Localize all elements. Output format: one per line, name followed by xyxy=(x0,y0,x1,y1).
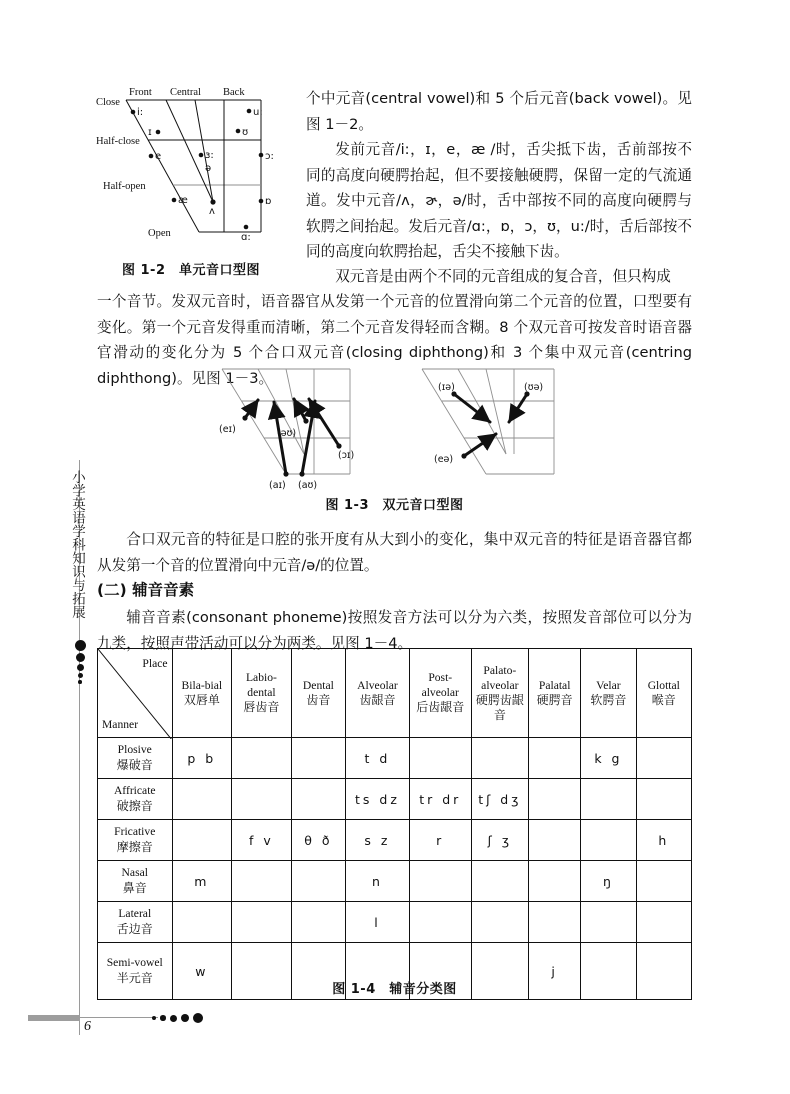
col-header-velar-cn: 软腭音 xyxy=(590,693,627,707)
row-header-semivowel-cn: 半元音 xyxy=(116,971,153,985)
row-header-fricative-en: Fricative xyxy=(114,825,156,838)
row-header-plosive-cn: 爆破音 xyxy=(116,758,153,772)
figure-closing-diphthongs xyxy=(214,366,354,491)
running-head-text: 小学英语学科知识与拓展 xyxy=(69,470,85,619)
cell-lateral-palatoalveolar xyxy=(471,902,528,943)
cell-plosive-postalveolar xyxy=(409,738,471,779)
cell-nasal-postalveolar xyxy=(409,861,471,902)
vowel-axis-label-front: Front xyxy=(129,87,152,98)
paragraph-front-mid-back-vowel-articulation: 发前元音/i:，ɪ，e，æ /时，舌尖抵下齿，舌前部按不同的高度向硬腭抬起，但不要接触硬腭，保留一定的气流通道。发中元音/ʌ，ɚ，ə/时，舌中部按不同的高度向硬腭与软腭之间抬起。发后元音/ɑ:，ɒ，ɔ，ʊ，u:/时，舌后部按不同的高度向软腭抬起，舌尖不接触下齿。 xyxy=(306,141,692,260)
vowel-symbol-open-o: ɔ: xyxy=(265,151,274,162)
cell-lateral-bilabial xyxy=(172,902,232,943)
col-header-bilabial-en: Bila-bial xyxy=(181,678,223,692)
col-header-alveolar-en: Alveolar xyxy=(357,678,398,692)
vowel-symbol-schwa: ə xyxy=(205,163,212,174)
vowel-axis-label-half-close: Half-close xyxy=(96,136,140,147)
cell-affricate-alveolar: ts dz xyxy=(346,779,410,820)
vowel-symbol-script-a: ɑ: xyxy=(241,232,251,243)
diphthong-label-oi: (ɔɪ) xyxy=(338,450,354,461)
diphthong-label-ei: (eɪ) xyxy=(219,424,236,435)
footer-dot-decoration xyxy=(152,1010,203,1026)
page-number: 6 xyxy=(84,1019,91,1034)
cell-affricate-postalveolar: tr dr xyxy=(409,779,471,820)
vowel-symbol-schwa-long: ɜ: xyxy=(205,150,214,161)
table-header-row xyxy=(98,649,692,738)
col-header-velar xyxy=(581,649,636,738)
closing-diphthongs-svg xyxy=(214,366,354,491)
col-header-bilabial-cn: 双唇单 xyxy=(183,693,220,707)
cell-affricate-bilabial xyxy=(172,779,232,820)
col-header-alveolar xyxy=(346,649,410,738)
row-header-nasal-en: Nasal xyxy=(121,866,148,879)
cell-plosive-palatal xyxy=(529,738,581,779)
row-header-fricative xyxy=(98,820,173,861)
col-header-palatal xyxy=(529,649,581,738)
cell-plosive-palatoalveolar xyxy=(471,738,528,779)
row-header-affricate-en: Affricate xyxy=(113,784,156,797)
diphthong-label-ou: (əʊ) xyxy=(277,428,297,439)
col-header-glottal-en: Glottal xyxy=(647,678,680,692)
cell-fricative-labiodental: f v xyxy=(232,820,292,861)
vowel-symbol-u-long: u: xyxy=(253,107,263,118)
cell-affricate-glottal xyxy=(636,779,691,820)
cell-lateral-velar xyxy=(581,902,636,943)
cell-affricate-velar xyxy=(581,779,636,820)
diphthong-label-ia: (ɪə) xyxy=(438,382,455,393)
row-header-fricative-cn: 摩擦音 xyxy=(116,840,153,854)
cell-affricate-dental xyxy=(291,779,345,820)
row-header-plosive xyxy=(98,738,173,779)
vowel-symbol-e: e xyxy=(155,151,162,162)
cell-nasal-labiodental xyxy=(232,861,292,902)
col-header-glottal-cn: 喉音 xyxy=(651,693,676,707)
vowel-symbol-caret: ʌ xyxy=(209,206,215,217)
paragraph-diphthong-characteristics: 合口双元音的特征是口腔的张开度有从大到小的变化，集中双元音的特征是语音器官都从发第一个音的位置滑向中元音/ə/的位置。 xyxy=(97,531,692,574)
diphthong-label-au: (aʊ) xyxy=(298,480,318,491)
vowel-axis-label-central: Central xyxy=(170,87,201,98)
cell-fricative-velar xyxy=(581,820,636,861)
table-corner-place-manner xyxy=(98,649,173,738)
col-header-palatoalveolar-cn: 硬腭齿龈音 xyxy=(475,693,524,722)
figure-centring-diphthongs xyxy=(414,366,562,491)
cell-fricative-palatoalveolar: ʃ ʒ xyxy=(471,820,528,861)
table-row xyxy=(98,902,692,943)
centring-diphthongs-svg xyxy=(414,366,562,491)
vowel-symbol-upsilon: ʊ xyxy=(242,127,249,138)
cell-affricate-palatal xyxy=(529,779,581,820)
row-header-lateral-cn: 舌边音 xyxy=(116,922,153,936)
paragraph-diphthong-intro-head: 双元音是由两个不同的元音组成的复合音，但只构成 xyxy=(335,268,671,285)
cell-fricative-alveolar: s z xyxy=(346,820,410,861)
vowel-symbol-turned-a: ɒ xyxy=(265,196,272,207)
vowel-symbol-i-long: i: xyxy=(137,107,144,118)
cell-nasal-alveolar: n xyxy=(346,861,410,902)
col-header-palatal-cn: 硬腭音 xyxy=(536,693,573,707)
diphthong-label-ea: (eə) xyxy=(434,454,454,465)
left-margin-strip xyxy=(60,460,100,1040)
vowel-axis-label-close: Close xyxy=(96,97,120,108)
paragraph-central-back-vowel-count: 个中元音(central vowel)和 5 个后元音(back vowel)。见图 1－2。 xyxy=(306,90,692,133)
figure-1-2-caption: 图 1-2 单元音口型图 xyxy=(121,263,260,278)
col-header-labiodental xyxy=(232,649,292,738)
col-header-labiodental-cn: 唇齿音 xyxy=(243,700,280,715)
cell-fricative-dental: θ ð xyxy=(291,820,345,861)
cell-nasal-bilabial: m xyxy=(172,861,232,902)
cell-nasal-velar: ŋ xyxy=(581,861,636,902)
col-header-palatoalveolar xyxy=(471,649,528,738)
col-header-palatoalveolar-en: Palato-alveolar xyxy=(481,664,519,692)
col-header-labiodental-en: Labio-dental xyxy=(245,671,277,699)
row-header-lateral xyxy=(98,902,173,943)
cell-plosive-dental xyxy=(291,738,345,779)
footer-rule xyxy=(80,1017,158,1018)
col-header-dental xyxy=(291,649,345,738)
cell-nasal-palatal xyxy=(529,861,581,902)
table-row xyxy=(98,820,692,861)
paragraph-consonant-classification: 辅音音素(consonant phoneme)按照发音方法可以分为六类，按照发音部位可以分为九类，按照声带活动可以分为两类。见图 1－4。 xyxy=(97,609,692,652)
col-header-dental-en: Dental xyxy=(302,678,334,692)
cell-plosive-velar: k g xyxy=(581,738,636,779)
cell-fricative-postalveolar: r xyxy=(409,820,471,861)
col-header-bilabial xyxy=(172,649,232,738)
row-header-plosive-en: Plosive xyxy=(117,743,152,756)
paragraph-diphthong-intro-rest: 一个音节。发双元音时，语音器官从发第一个元音的位置滑向第二个元音的位置，口型要有变化。第一个元音发得重而清晰，第二个元音发得轻而含糊。8 个双元音可按发音时语音器官滑动的变化分为 5 个合口双元音(closing diphthong)和 3 个集中双元音(centring diphthong)。见图 1－3。 xyxy=(97,293,692,387)
col-header-dental-cn: 齿音 xyxy=(306,693,331,707)
col-header-postalveolar xyxy=(409,649,471,738)
cell-lateral-labiodental xyxy=(232,902,292,943)
cell-lateral-dental xyxy=(291,902,345,943)
vowel-symbol-small-i: ɪ xyxy=(148,127,152,138)
section-heading-consonant-phonemes: (二) 辅音音素 xyxy=(97,581,195,599)
figure-vowel-chart xyxy=(96,84,286,254)
footer-bar xyxy=(28,1015,80,1021)
corner-label-place: Place xyxy=(142,657,168,670)
col-header-glottal xyxy=(636,649,691,738)
vowel-axis-label-half-open: Half-open xyxy=(103,181,146,192)
cell-nasal-glottal xyxy=(636,861,691,902)
row-header-nasal-cn: 鼻音 xyxy=(122,881,147,895)
col-header-palatal-en: Palatal xyxy=(538,678,571,692)
table-row xyxy=(98,779,692,820)
vowel-symbol-ae: æ xyxy=(178,195,188,206)
cell-nasal-palatoalveolar xyxy=(471,861,528,902)
figure-1-3-caption: 图 1-3 双元音口型图 xyxy=(325,498,464,513)
cell-plosive-glottal xyxy=(636,738,691,779)
cell-nasal-dental xyxy=(291,861,345,902)
vowel-axis-label-back: Back xyxy=(223,87,245,98)
row-header-affricate xyxy=(98,779,173,820)
col-header-postalveolar-en: Post-alveolar xyxy=(421,671,459,699)
cell-fricative-bilabial xyxy=(172,820,232,861)
consonant-classification-table xyxy=(97,648,692,1000)
cell-lateral-postalveolar xyxy=(409,902,471,943)
cell-affricate-palatoalveolar: tʃ dʒ xyxy=(471,779,528,820)
row-header-lateral-en: Lateral xyxy=(118,907,152,920)
col-header-velar-en: Velar xyxy=(596,678,621,692)
cell-semivowel-palatal: j xyxy=(529,943,581,1000)
col-header-postalveolar-cn: 后齿龈音 xyxy=(416,700,465,715)
figure-1-4-caption: 图 1-4 辅音分类图 xyxy=(332,982,457,997)
cell-fricative-palatal xyxy=(529,820,581,861)
vowel-chart-svg xyxy=(96,84,286,254)
table-row xyxy=(98,738,692,779)
corner-label-manner: Manner xyxy=(102,718,139,731)
cell-plosive-bilabial: p b xyxy=(172,738,232,779)
cell-affricate-labiodental xyxy=(232,779,292,820)
cell-plosive-labiodental xyxy=(232,738,292,779)
cell-plosive-alveolar: t d xyxy=(346,738,410,779)
cell-fricative-glottal: h xyxy=(636,820,691,861)
cell-lateral-glottal xyxy=(636,902,691,943)
row-header-semivowel-en: Semi-vowel xyxy=(106,956,163,969)
cell-semivowel-bilabial: w xyxy=(172,943,232,1000)
margin-dot-decoration xyxy=(72,638,88,686)
diphthong-label-ua: (ʊə) xyxy=(524,382,544,393)
row-header-affricate-cn: 破擦音 xyxy=(116,799,153,813)
col-header-alveolar-cn: 齿龈音 xyxy=(359,693,396,707)
table-row xyxy=(98,861,692,902)
vowel-axis-label-open: Open xyxy=(148,228,171,239)
cell-lateral-alveolar: l xyxy=(346,902,410,943)
diphthong-label-ai: (aɪ) xyxy=(269,480,286,491)
cell-lateral-palatal xyxy=(529,902,581,943)
row-header-nasal xyxy=(98,861,173,902)
